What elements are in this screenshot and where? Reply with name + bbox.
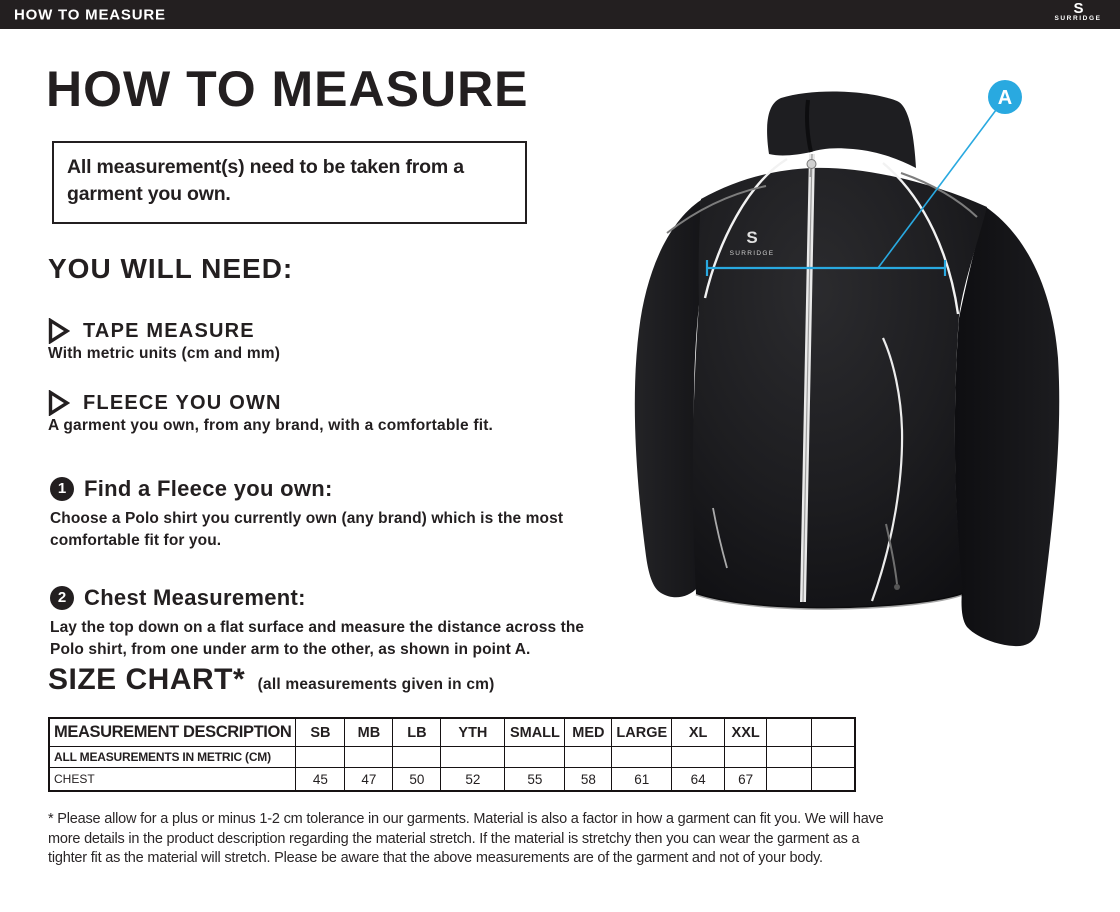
col-empty-2 <box>812 718 855 747</box>
col-measurement-description: MEASUREMENT DESCRIPTION <box>49 718 296 747</box>
zipper-pull-tag <box>811 169 812 177</box>
step-2-number-badge: 2 <box>50 586 74 610</box>
chest-row-label: CHEST <box>49 768 296 792</box>
surridge-logo-text: SURRIDGE <box>1054 15 1102 22</box>
jacket-collar <box>767 92 916 168</box>
chest-value-sb: 45 <box>296 768 345 792</box>
page-title: HOW TO MEASURE <box>46 61 529 117</box>
size-chart-subheading: (all measurements given in cm) <box>257 676 495 693</box>
footnote-line: more details in the product description regarding the material stretch. If the material is stretchy then you can wear the garment as a <box>48 830 860 847</box>
col-mb: MB <box>345 718 393 747</box>
fleece-item <box>48 390 282 416</box>
top-bar <box>0 0 1120 29</box>
step-1-title: Find a Fleece you own: <box>84 476 333 501</box>
jacket-right-sleeve <box>955 207 1059 646</box>
chest-value-lb: 50 <box>393 768 441 792</box>
col-sb: SB <box>296 718 345 747</box>
marker-a-label: A <box>997 87 1013 109</box>
notice-box: All measurement(s) need to be taken from a garment you own. <box>52 141 527 224</box>
tape-measure-item <box>48 318 255 344</box>
triangle-bullet-icon <box>48 318 70 344</box>
step-1-number-badge: 1 <box>50 477 74 501</box>
tape-measure-label: TAPE MEASURE <box>83 319 255 342</box>
cell <box>767 768 812 792</box>
col-large: LARGE <box>612 718 672 747</box>
footnote-line: tighter fit as the material will stretch. Please be aware that the above measurements are of the garment and not of your body. <box>48 850 823 866</box>
table-row-chest <box>49 768 855 792</box>
cell <box>812 747 855 768</box>
chest-value-yth: 52 <box>441 768 505 792</box>
jacket-body <box>693 168 987 609</box>
step-2-body: Lay the top down on a flat surface and measure the distance across the Polo shirt, from one under arm to the other, as shown in point A. <box>50 619 585 658</box>
chest-logo-s-icon: S <box>746 228 758 247</box>
chest-value-med: 58 <box>565 768 612 792</box>
col-med: MED <box>565 718 612 747</box>
cell <box>812 768 855 792</box>
tape-measure-description: With metric units (cm and mm) <box>48 345 281 362</box>
size-chart-heading-row <box>48 663 495 697</box>
topbar-title: HOW TO MEASURE <box>14 6 166 23</box>
size-chart-table <box>48 717 856 792</box>
cell <box>725 747 767 768</box>
footnote-line: * Please allow for a plus or minus 1-2 cm tolerance in our garments. Material is also a factor in how a garment can fit you. We will have <box>48 811 884 827</box>
chest-value-xl: 64 <box>672 768 725 792</box>
triangle-bullet-icon <box>48 390 70 416</box>
cell <box>393 747 441 768</box>
chest-logo-text: SURRIDGE <box>729 250 775 257</box>
cell <box>612 747 672 768</box>
table-row-metric-note <box>49 747 855 768</box>
surridge-s-icon: S <box>1073 0 1083 17</box>
cell <box>345 747 393 768</box>
chest-value-large: 61 <box>612 768 672 792</box>
fleece-jacket-image <box>600 50 1120 665</box>
cell <box>565 747 612 768</box>
cell <box>767 747 812 768</box>
cell <box>296 747 345 768</box>
col-lb: LB <box>393 718 441 747</box>
metric-note-label: ALL MEASUREMENTS IN METRIC (CM) <box>49 747 296 768</box>
fleece-description: A garment you own, from any brand, with a comfortable fit. <box>48 417 494 434</box>
you-will-need-heading: YOU WILL NEED: <box>48 253 294 284</box>
table-header-row <box>49 718 855 747</box>
step-1-body: Choose a Polo shirt you currently own (any brand) which is the most comfortable fit for you. <box>50 510 564 549</box>
col-xxl: XXL <box>725 718 767 747</box>
jacket-left-sleeve <box>635 200 701 597</box>
step-2-title: Chest Measurement: <box>84 585 306 610</box>
zipper-pull <box>807 160 816 169</box>
col-empty-1 <box>767 718 812 747</box>
col-xl: XL <box>672 718 725 747</box>
chest-value-small: 55 <box>505 768 565 792</box>
fleece-label: FLEECE YOU OWN <box>83 391 282 414</box>
pocket-zip-pull <box>894 584 900 590</box>
col-yth: YTH <box>441 718 505 747</box>
col-small: SMALL <box>505 718 565 747</box>
cell <box>441 747 505 768</box>
cell <box>672 747 725 768</box>
footnote <box>48 810 883 869</box>
size-chart-heading: SIZE CHART* <box>48 663 246 696</box>
chest-value-mb: 47 <box>345 768 393 792</box>
surridge-logo <box>1046 2 1110 23</box>
cell <box>505 747 565 768</box>
chest-value-xxl: 67 <box>725 768 767 792</box>
